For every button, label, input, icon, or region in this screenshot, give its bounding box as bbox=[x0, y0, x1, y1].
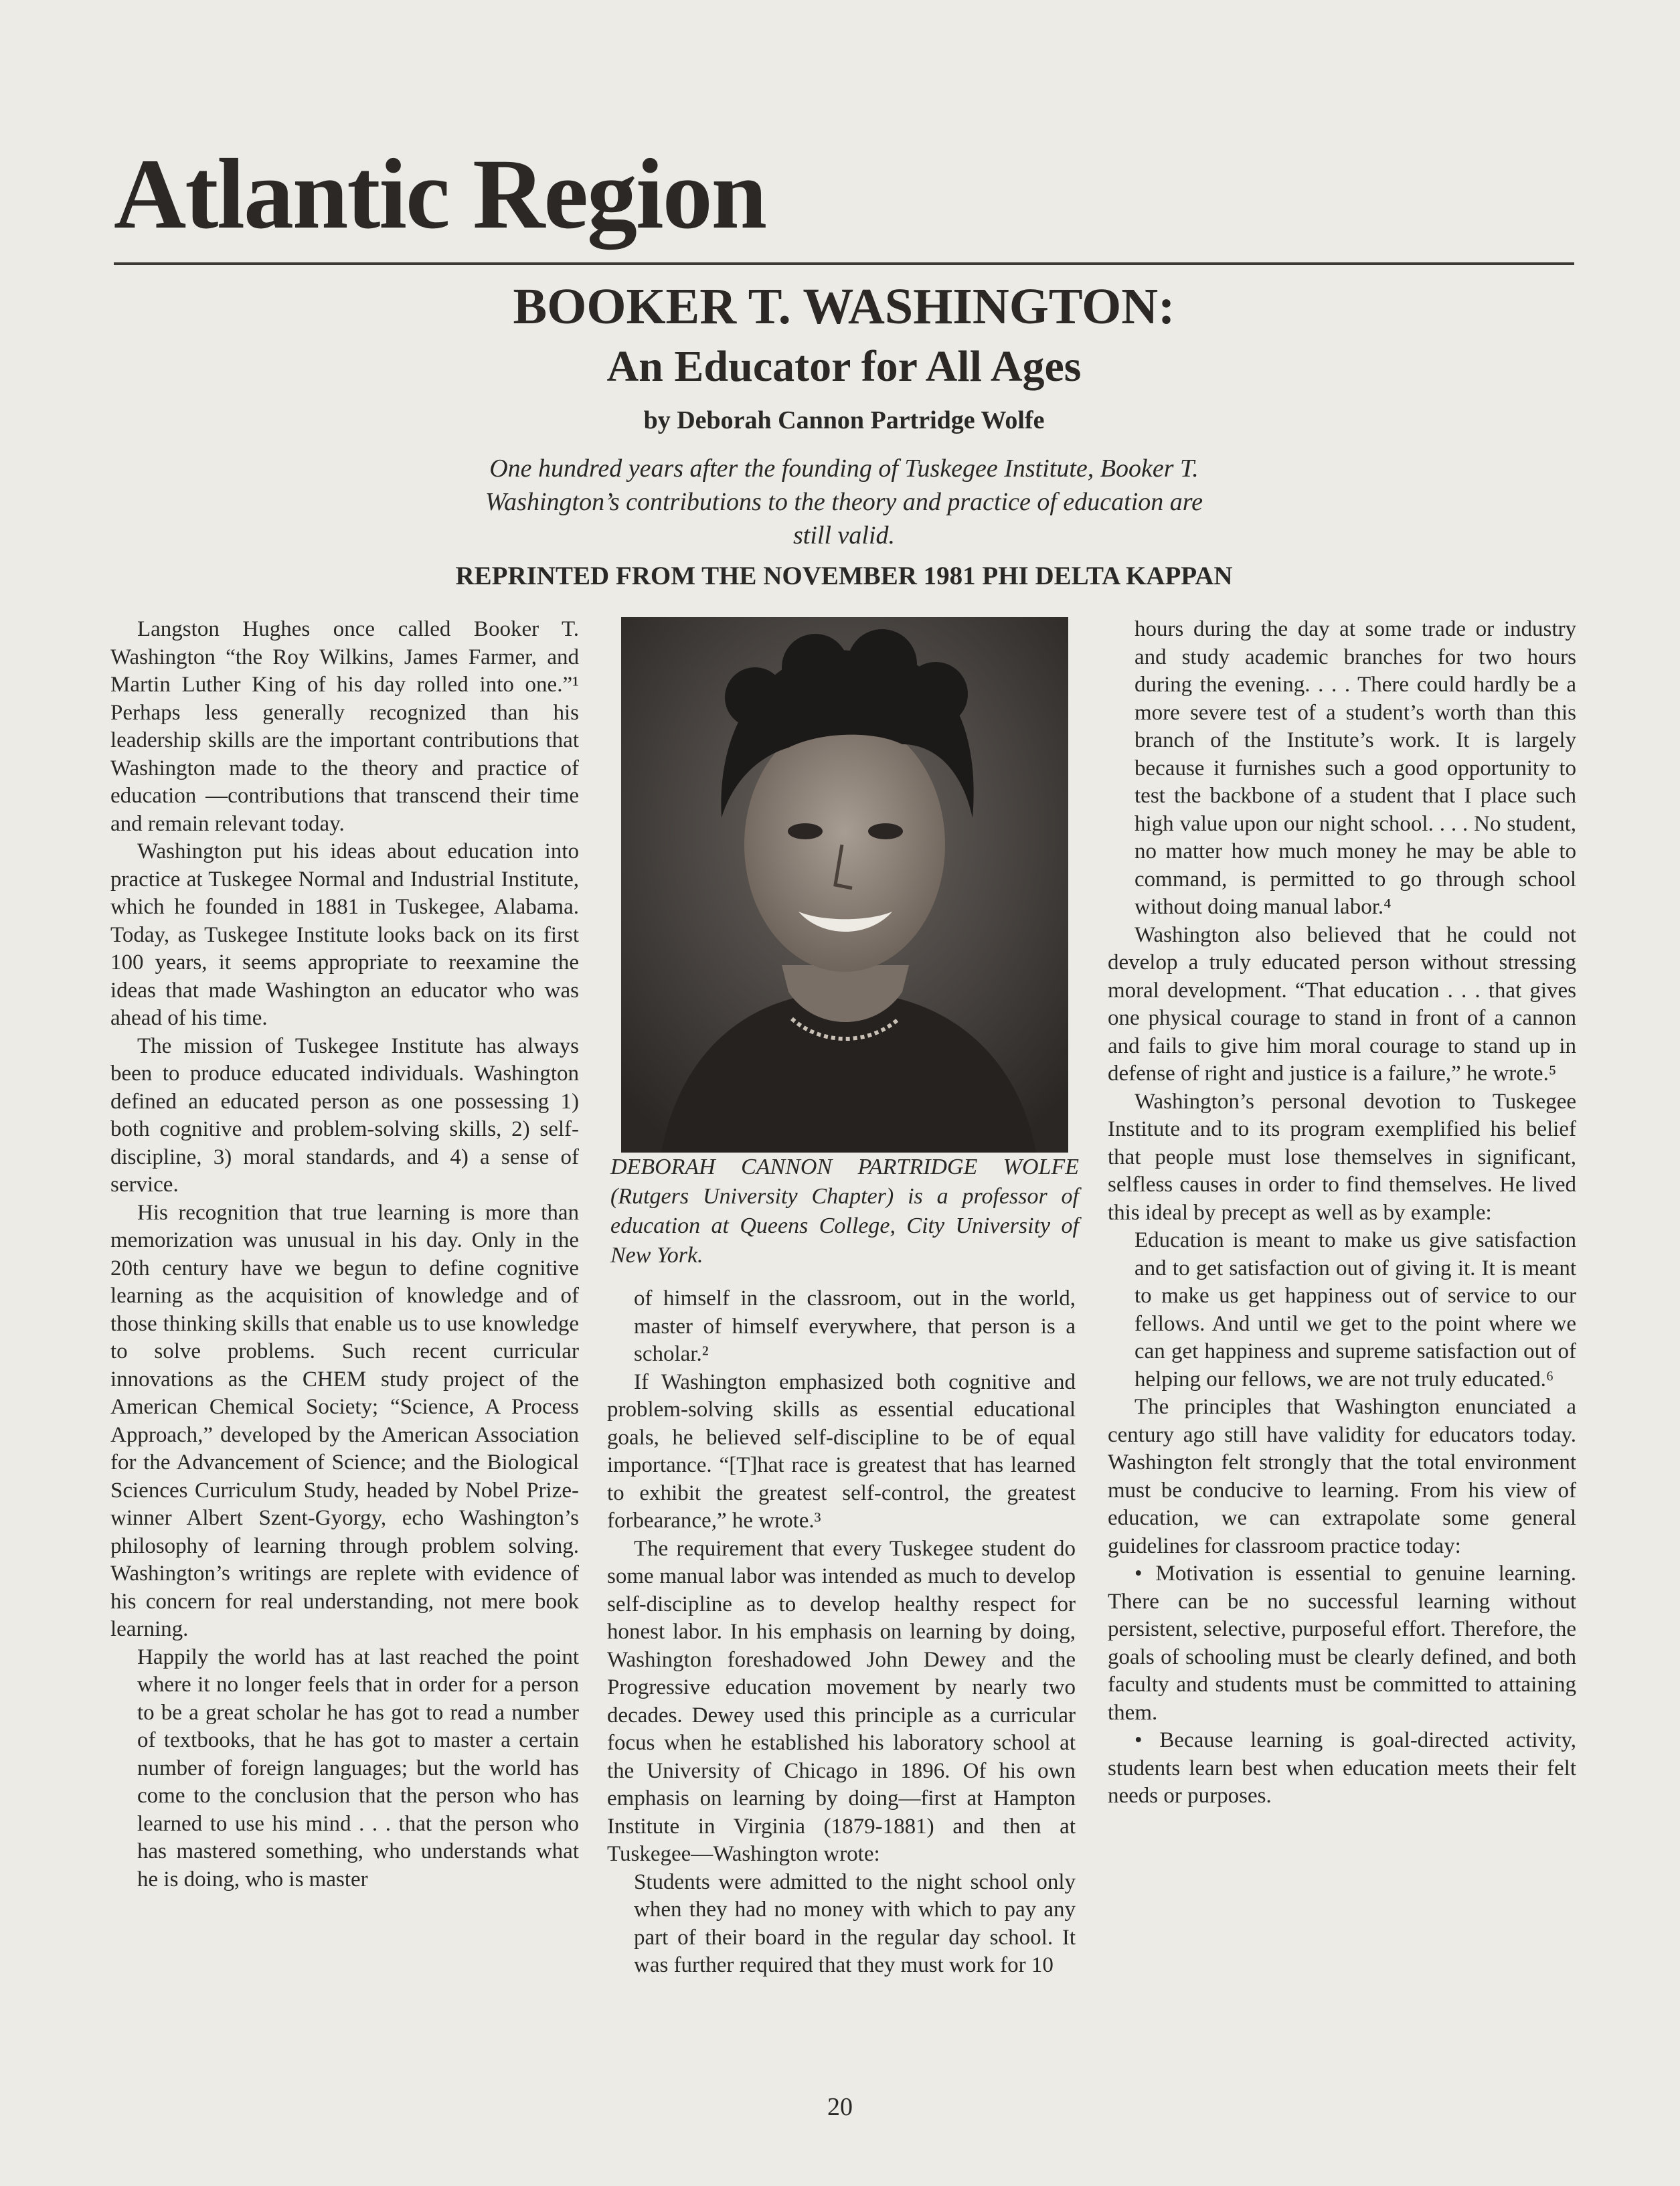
paragraph: His recognition that true learning is more than memorization was unusual in his day. Only in the 20th century have we begun to define cognitive learning as the acquisition of knowledge and of those thinking skills that enable us to use knowledge to solve problems. Such recent curricular innovations as the CHEM study project of the American Chemical Society; “Science, A Process Approach,” developed by the American Association for the Advancement of Science; and the Biological Sciences Curriculum Study, headed by Nobel Prize-winner Albert Szent-Gyorgy, echo Washington’s philosophy of learning through problem solving. Washington’s writings are replete with evidence of his concern for real understanding, not mere book learning. bbox=[110, 1200, 579, 1641]
author-portrait-photo bbox=[621, 617, 1068, 1153]
block-quote: Students were admitted to the night school only when they had no money with which to pay any part of their board in the regular day school. It was further required that they must work for 10 bbox=[634, 1869, 1076, 1977]
portrait-illustration bbox=[621, 617, 1068, 1153]
paragraph: Langston Hughes once called Booker T. Washington “the Roy Wilkins, James Farmer, and Martin Luther King of his day rolled into one.”¹ Perhaps less generally recognized than his leadership skills are the important contributions that Washington made to the theory and practice of education —contributions that transcend their time and remain relevant today. bbox=[110, 617, 579, 836]
block-quote: of himself in the classroom, out in the world, master of himself everywhere, that person is a scholar.² bbox=[634, 1286, 1076, 1366]
text-column-2 bbox=[607, 1285, 1076, 2041]
photo-caption: DEBORAH CANNON PARTRIDGE WOLFE (Rutgers University Chapter) is a professor of education at Queens College, City University of New York. bbox=[610, 1155, 1079, 1268]
paragraph: Washington’s personal devotion to Tuskegee Institute and to its program exemplified his belief that people must lose themselves in significant, selfless causes in order to find themselves. He lived this ideal by precept as well as by example: bbox=[1108, 1089, 1576, 1225]
text-column-3 bbox=[1108, 616, 1576, 2041]
article-headline: BOOKER T. WASHINGTON: bbox=[513, 278, 1175, 335]
bullet-paragraph: • Because learning is goal-directed activity, students learn best when education meets their felt needs or purposes. bbox=[1108, 1728, 1576, 1808]
paragraph: The principles that Washington enunciated a century ago still have validity for educators today. Washington felt strongly that the total environment must be conducive to learning. From his view of education, we can extrapolate some general guidelines for classroom practice today: bbox=[1108, 1395, 1576, 1558]
reprint-note: REPRINTED FROM THE NOVEMBER 1981 PHI DELTA KAPPAN bbox=[455, 562, 1233, 590]
block-quote: Education is meant to make us give satisfaction and to get satisfaction out of giving it. It is meant to make us get happiness out of service to our fellows. And until we get to the point where we can get happiness and supreme satisfaction out of helping our fellows, we are not truly educated.⁶ bbox=[1135, 1228, 1576, 1392]
paragraph: The requirement that every Tuskegee student do some manual labor was intended as much to develop self-discipline as to develop healthy respect for honest labor. In his emphasis on learning by doing, Washington foreshadowed John Dewey and the Progressive education movement by nearly two decades. Dewey used this principle as a curricular focus when he established his laboratory school at the University of Chicago in 1896. Of his own emphasis on learning by doing—first at Hampton Institute in Virginia (1879-1881) and then at Tuskegee—Washington wrote: bbox=[607, 1536, 1076, 1866]
block-quote: hours during the day at some trade or industry and study academic branches for two hours during the evening. . . . There could hardly be a more severe test of a student’s worth than this branch of the Institute’s work. It is largely because it furnishes such a good opportunity to test the backbone of a student that I place such high value upon our night school. . . . No student, no matter how much money he may be able to command, is permitted to go through school without doing manual labor.⁴ bbox=[1135, 617, 1576, 919]
paragraph: Washington put his ideas about education into practice at Tuskegee Normal and Industrial Institute, which he founded in 1881 in Tuskegee, Alabama. Today, as Tuskegee Institute looks back on its first 100 years, it seems appropriate to reexamine the ideas that made Washington an educator who was ahead of his time. bbox=[110, 839, 579, 1030]
bullet-paragraph: • Motivation is essential to genuine learning. There can be no successful learning without persistent, selective, purposeful effort. Therefore, the goals of schooling must be clearly defined, and both faculty and students must be committed to attaining them. bbox=[1108, 1562, 1576, 1725]
text-column-1 bbox=[110, 616, 579, 2041]
title-rule bbox=[114, 262, 1574, 265]
page-number: 20 bbox=[827, 2093, 853, 2121]
article-subheadline: An Educator for All Ages bbox=[606, 342, 1082, 391]
paragraph: Washington also believed that he could not develop a truly educated person without stressing moral development. “That education . . . that gives one physical courage to stand in front of a cannon and fails to give him moral courage to stand up in defense of right and justice is a failure,” he wrote.⁵ bbox=[1108, 922, 1576, 1086]
section-title: Atlantic Region bbox=[114, 139, 766, 250]
paragraph: The mission of Tuskegee Institute has always been to produce educated individuals. Washington defined an educated person as one possessing 1) both cognitive and problem-solving skills, 2) self-discipline, 3) moral standards, and 4) a sense of service. bbox=[110, 1033, 579, 1197]
paragraph: If Washington emphasized both cognitive and problem-solving skills as essential educational goals, he believed self-discipline to be of equal importance. “[T]hat race is greatest that has learned to exhibit the greatest self-control, the greatest forbearance,” he wrote.³ bbox=[607, 1369, 1076, 1533]
block-quote: Happily the world has at last reached the point where it no longer feels that in order for a person to be a great scholar he has got to read a number of textbooks, that he has got to master a certain number of foreign languages; but the world has come to the conclusion that the person who has learned to use his mind . . . that the person who has mastered something, who understands what he is doing, who is master bbox=[137, 1645, 579, 1891]
byline: by Deborah Cannon Partridge Wolfe bbox=[643, 406, 1045, 434]
article-deck: One hundred years after the founding of Tuskegee Institute, Booker T. Washington’s contributions to the theory and practice of education are still valid. bbox=[485, 454, 1203, 550]
